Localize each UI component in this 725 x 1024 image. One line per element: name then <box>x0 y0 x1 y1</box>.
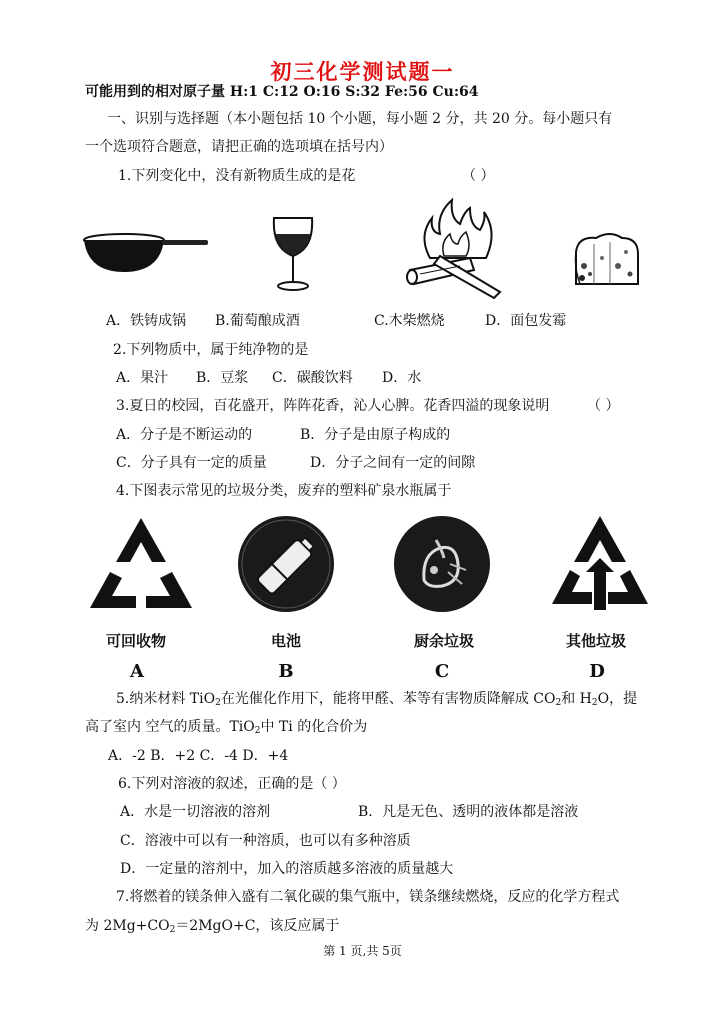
q3-option-b: B．分子是由原子构成的 <box>300 427 451 443</box>
q1-option-b: B.葡萄酿成酒 <box>215 313 300 329</box>
q2-option-d: D．水 <box>382 370 422 386</box>
battery-icon <box>236 514 336 614</box>
wine-glass-image <box>268 214 318 294</box>
q6-option-c: C．溶液中可以有一种溶质，也可以有多种溶质 <box>120 833 411 849</box>
q1-option-a: A．铁铸成锅 <box>106 313 187 329</box>
q1-stem: 1.下列变化中，没有新物质生成的是花 <box>118 168 356 184</box>
moldy-bread-image <box>570 232 645 292</box>
q1-option-c: C.木柴燃烧 <box>374 313 445 329</box>
label-other-waste: 其他垃圾 <box>565 632 626 650</box>
recycle-icon <box>86 512 196 622</box>
kitchen-waste-icon <box>392 514 492 614</box>
frying-pan-image <box>82 228 212 278</box>
q6-option-a: A．水是一切溶液的溶剂 <box>120 804 271 820</box>
letter-b: B <box>278 661 294 682</box>
q3-answer-paren: （ ） <box>587 398 620 414</box>
q1-answer-paren: （ ） <box>462 168 495 184</box>
label-recyclable: 可回收物 <box>105 632 166 650</box>
burning-wood-image <box>400 196 510 301</box>
q1-option-d: D．面包发霉 <box>485 313 567 329</box>
q6-option-d: D．一定量的溶剂中，加入的溶质越多溶液的质量越大 <box>120 861 454 877</box>
q4-stem: 4.下图表示常见的垃圾分类，废弃的塑料矿泉水瓶属于 <box>116 483 452 499</box>
letter-a: A <box>130 661 144 682</box>
q5-options: A．-2 B．+2 C．-4 D．+4 <box>108 748 289 764</box>
page-footer: 第 1 页,共 5页 <box>323 944 402 958</box>
page-title: 初三化学测试题一 <box>270 59 455 84</box>
q2-option-c: C．碳酸饮料 <box>272 370 353 386</box>
q7-line2: 为 $2Mg+CO_2=2MgO+C$，该反应属于 <box>85 918 340 935</box>
section-header-line2: 一个选项符合题意，请把正确的选项填在括号内） <box>85 139 393 155</box>
atomic-mass-line: 可能用到的相对原子量 H:1 C:12 O:16 S:32 Fe:56 Cu:64 <box>85 84 479 100</box>
label-battery: 电池 <box>270 632 301 650</box>
q6-option-b: B．凡是无色、透明的液体都是溶液 <box>358 804 579 820</box>
other-waste-icon <box>550 512 650 622</box>
letter-d: D <box>589 661 605 682</box>
q5-line1: 5.纳米材料 TiO$_2$在光催化作用下，能将甲醛、苯等有害物质降解成 $CO_2$和 $H_2O$，提 <box>116 691 638 708</box>
q2-stem: 2.下列物质中，属于纯净物的是 <box>113 342 309 358</box>
label-kitchen-waste: 厨余垃圾 <box>413 632 474 650</box>
q3-stem: 3.夏日的校园，百花盛开，阵阵花香，沁人心脾。花香四溢的现象说明 <box>116 398 550 414</box>
q7-line1: 7.将燃着的镁条伸入盛有二氧化碳的集气瓶中，镁条继续燃烧，反应的化学方程式 <box>116 889 620 905</box>
q3-option-a: A．分子是不断运动的 <box>116 427 253 443</box>
q2-option-a: A．果汁 <box>116 370 169 386</box>
q2-option-b: B．豆浆 <box>196 370 249 386</box>
q3-option-d: D．分子之间有一定的间隙 <box>310 455 476 471</box>
letter-c: C <box>434 661 450 682</box>
q3-option-c: C．分子具有一定的质量 <box>116 455 267 471</box>
q5-line2: 高了室内 空气的质量。TiO$_2$中 Ti 的化合价为 <box>85 719 368 736</box>
q6-stem: 6.下列对溶液的叙述，正确的是（ ） <box>118 776 346 792</box>
section-header-line1: 一、识别与选择题（本小题包括 10 个小题，每小题 2 分，共 20 分。每小题只有 <box>107 111 613 127</box>
